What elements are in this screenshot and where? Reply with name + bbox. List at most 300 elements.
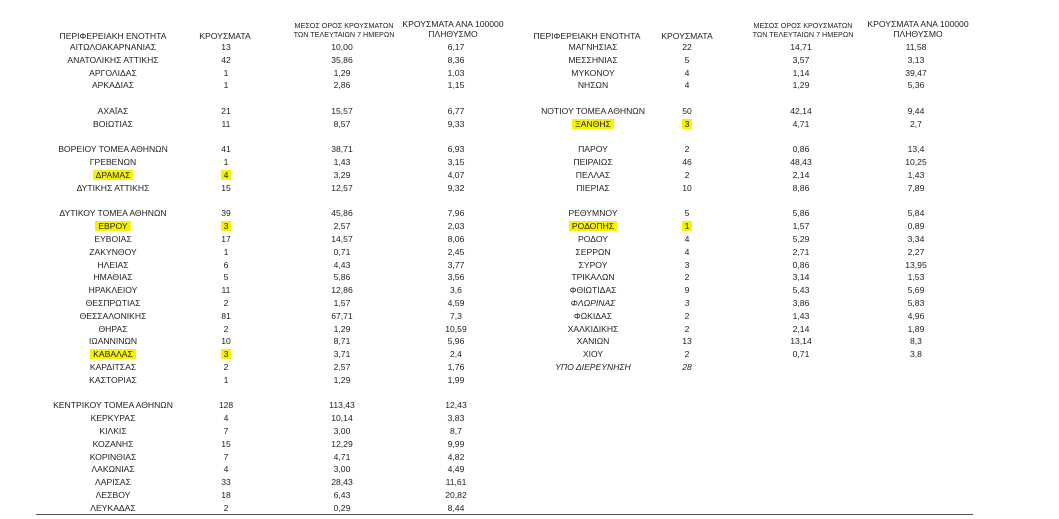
table-cell-avg: [314, 156, 370, 169]
table-cell-per100k: [888, 284, 944, 297]
table-cell-region: [35, 92, 191, 105]
table-cell-cases: [206, 451, 246, 464]
cell-text: 1,53: [907, 272, 925, 283]
cell-text: ΡΕΘΥΜΝΟΥ: [568, 208, 618, 219]
table-cell-cases: [667, 361, 707, 374]
cell-text: ΙΩΑΝΝΙΝΩΝ: [88, 336, 138, 347]
table-cell-per100k: [888, 335, 944, 348]
table-cell-region: [515, 79, 671, 92]
cell-text: ΡΟΔΟΥ: [578, 233, 608, 244]
table-cell-per100k: [428, 399, 484, 412]
cell-text: ΚΕΡΚΥΡΑΣ: [90, 413, 136, 424]
cell-text: 2: [223, 361, 229, 372]
cell-text: ΚΑΣΤΟΡΙΑΣ: [89, 374, 137, 385]
table-cell-region: [35, 438, 191, 451]
table-cell-region: [515, 335, 671, 348]
cell-text: 1,57: [333, 297, 351, 308]
cell-text: 15: [221, 438, 231, 449]
cell-text: 5: [223, 272, 229, 283]
table-cell-cases: [667, 335, 707, 348]
cell-text: ΗΜΑΘΙΑΣ: [93, 272, 133, 283]
table-cell-region: [35, 284, 191, 297]
cell-text: ΥΠΟ ΔΙΕΡΕΥΝΗΣΗ: [555, 361, 631, 372]
header-per100k-line1: ΚΡΟΥΣΜΑΤΑ ΑΝΑ 100000: [402, 19, 504, 29]
table-cell-avg: [314, 348, 370, 361]
table-cell-per100k: [428, 348, 484, 361]
table-cell-per100k: [428, 502, 484, 515]
table-cell-cases: [206, 259, 246, 272]
table-cell-per100k: [428, 489, 484, 502]
table-cell-cases: [206, 310, 246, 323]
table-cell-cases: [206, 489, 246, 502]
table-cell-per100k: [888, 259, 944, 272]
cell-text: 6: [223, 259, 229, 270]
table-cell-cases: [206, 67, 246, 80]
table-cell-per100k: [428, 54, 484, 67]
left-per100k-column: [428, 41, 484, 514]
cell-text: 4: [223, 413, 229, 424]
cell-text: 9,44: [907, 105, 925, 116]
table-cell-region: [515, 297, 671, 310]
table-cell-per100k: [428, 195, 484, 208]
table-cell-cases: [206, 118, 246, 131]
cell-text: ΚΙΛΚΙΣ: [99, 425, 127, 436]
cell-text: 8,06: [447, 233, 465, 244]
table-cell-cases: [667, 169, 707, 182]
table-cell-avg: [314, 451, 370, 464]
cell-text: 1: [223, 67, 229, 78]
table-cell-avg: [314, 374, 370, 387]
header-per100k-line2: ΠΛΗΘΥΣΜΟ: [428, 29, 478, 39]
table-cell-cases: [667, 54, 707, 67]
table-cell-per100k: [888, 361, 944, 374]
table-cell-avg: [314, 361, 370, 374]
table-cell-cases: [667, 67, 707, 80]
cell-text: 10,59: [445, 323, 467, 334]
cell-text: 1,43: [907, 169, 925, 180]
cell-text: 2,57: [333, 361, 351, 372]
cell-text: ΚΕΝΤΡΙΚΟΥ ΤΟΜΕΑ ΑΘΗΝΩΝ: [53, 400, 173, 411]
cell-text: 2: [684, 310, 690, 321]
table-cell-per100k: [428, 207, 484, 220]
table-cell-avg: [773, 131, 829, 144]
cell-text: 5,96: [447, 336, 465, 347]
header-avg7-line1: ΜΕΣΟΣ ΟΡΟΣ ΚΡΟΥΣΜΑΤΩΝ: [753, 21, 853, 30]
table-cell-region: [35, 220, 191, 233]
table-cell-cases: [667, 207, 707, 220]
table-cell-region: [35, 451, 191, 464]
cell-text: 2,27: [907, 246, 925, 257]
table-cell-region: [35, 335, 191, 348]
table-cell-region: [35, 131, 191, 144]
table-cell-region: [35, 143, 191, 156]
cell-text: 3,15: [447, 157, 465, 168]
table-cell-region: [515, 246, 671, 259]
table-cell-avg: [773, 361, 829, 374]
cell-text: 14,57: [331, 233, 353, 244]
table-cell-avg: [773, 207, 829, 220]
table-cell-avg: [773, 41, 829, 54]
cell-text: 3,29: [333, 169, 351, 180]
table-cell-avg: [773, 246, 829, 259]
cell-text: 1,03: [447, 67, 465, 78]
table-cell-avg: [773, 182, 829, 195]
cell-text: 1: [682, 221, 693, 231]
cell-text: 3,83: [447, 413, 465, 424]
cell-text: ΜΑΓΝΗΣΙΑΣ: [568, 42, 618, 52]
table-cell-cases: [206, 233, 246, 246]
cell-text: 6,43: [333, 489, 351, 500]
cell-text: ΕΥΒΟΙΑΣ: [94, 233, 132, 244]
table-cell-cases: [206, 463, 246, 476]
table-cell-region: [35, 323, 191, 336]
table-cell-per100k: [428, 310, 484, 323]
cell-text: 1,43: [792, 310, 810, 321]
cell-text: 0,86: [792, 144, 810, 155]
header-avg7-line2: ΤΩΝ ΤΕΛΕΥΤΑΙΩΝ 7 ΗΜΕΡΩΝ: [752, 30, 854, 39]
left-region-column: [35, 41, 191, 514]
table-cell-cases: [206, 387, 246, 400]
right-region-column: [515, 41, 671, 374]
table-cell-region: [35, 361, 191, 374]
cell-text: 4: [684, 233, 690, 244]
cell-text: 41: [221, 144, 231, 155]
table-cell-per100k: [888, 207, 944, 220]
table-cell-avg: [314, 195, 370, 208]
table-cell-cases: [206, 131, 246, 144]
cell-text: 8,86: [792, 182, 810, 193]
table-cell-cases: [667, 118, 707, 131]
table-cell-per100k: [428, 92, 484, 105]
table-cell-region: [515, 310, 671, 323]
cell-text: 2: [684, 144, 690, 155]
cell-text: 2: [684, 169, 690, 180]
cell-text: ΑΧΑΪΑΣ: [97, 105, 129, 116]
table-cell-cases: [667, 105, 707, 118]
table-cell-region: [515, 131, 671, 144]
table-cell-per100k: [428, 425, 484, 438]
table-cell-avg: [314, 463, 370, 476]
cell-text: 6,77: [447, 105, 465, 116]
cell-text: 2,4: [450, 349, 462, 360]
table-cell-region: [515, 182, 671, 195]
table-cell-per100k: [428, 284, 484, 297]
cell-text: ΚΟΖΑΝΗΣ: [92, 438, 134, 449]
cell-text: 7,89: [907, 182, 925, 193]
cell-text: 3,86: [792, 297, 810, 308]
cell-text: 38,71: [331, 144, 353, 155]
table-cell-avg: [314, 143, 370, 156]
table-cell-cases: [667, 220, 707, 233]
table-cell-cases: [206, 284, 246, 297]
cell-text: 8,44: [447, 502, 465, 513]
cell-text: 3: [221, 221, 232, 231]
table-cell-cases: [667, 92, 707, 105]
table-cell-avg: [314, 323, 370, 336]
table-cell-region: [515, 259, 671, 272]
cell-text: 128: [218, 400, 234, 411]
table-cell-cases: [667, 297, 707, 310]
cell-text: 11: [221, 118, 231, 129]
cell-text: 1: [223, 374, 229, 385]
cell-text: ΛΕΣΒΟΥ: [95, 489, 131, 500]
table-cell-region: [515, 156, 671, 169]
table-cell-region: [35, 476, 191, 489]
cell-text: ΔΥΤΙΚΟΥ ΤΟΜΕΑ ΑΘΗΝΩΝ: [59, 208, 167, 219]
cell-text: 4: [684, 80, 690, 91]
table-cell-cases: [206, 476, 246, 489]
table-cell-cases: [206, 348, 246, 361]
cell-text: 10: [682, 182, 692, 193]
table-cell-avg: [314, 67, 370, 80]
cell-text: 12,86: [331, 285, 353, 296]
cell-text: 9,32: [447, 182, 465, 193]
table-cell-avg: [314, 207, 370, 220]
cell-text: 11,58: [905, 42, 927, 52]
cell-text: 1,99: [447, 374, 465, 385]
cell-text: 2,7: [910, 118, 922, 129]
table-cell-per100k: [428, 271, 484, 284]
table-cell-avg: [314, 233, 370, 246]
table-cell-region: [35, 118, 191, 131]
table-cell-cases: [206, 182, 246, 195]
cell-text: 35,86: [331, 54, 353, 65]
table-cell-avg: [773, 156, 829, 169]
cell-text: 3,77: [447, 259, 465, 270]
table-cell-per100k: [428, 412, 484, 425]
cell-text: 7,96: [447, 208, 465, 219]
table-cell-region: [515, 207, 671, 220]
cell-text: 0,71: [792, 349, 810, 360]
table-cell-region: [35, 310, 191, 323]
table-cell-avg: [314, 387, 370, 400]
cell-text: ΠΙΕΡΙΑΣ: [576, 182, 610, 193]
table-cell-per100k: [428, 182, 484, 195]
table-cell-cases: [206, 92, 246, 105]
table-cell-per100k: [428, 259, 484, 272]
table-cell-avg: [314, 105, 370, 118]
cell-text: 22: [682, 42, 692, 52]
cell-text: 10,00: [331, 42, 353, 52]
right-cases-column: [667, 41, 707, 374]
table-cell-cases: [667, 310, 707, 323]
table-cell-cases: [667, 348, 707, 361]
cell-text: ΚΑΒΑΛΑΣ: [90, 349, 136, 359]
cell-text: ΔΥΤΙΚΗΣ ΑΤΤΙΚΗΣ: [76, 182, 150, 193]
table-cell-avg: [314, 297, 370, 310]
cell-text: ΠΑΡΟΥ: [578, 144, 608, 155]
cell-text: 4: [223, 464, 229, 475]
table-cell-cases: [206, 54, 246, 67]
table-cell-avg: [773, 105, 829, 118]
cell-text: ΦΘΙΩΤΙΔΑΣ: [569, 285, 617, 296]
table-cell-region: [515, 118, 671, 131]
cell-text: 3,34: [907, 233, 925, 244]
cell-text: 1,57: [792, 221, 810, 232]
cell-text: 33: [221, 477, 231, 488]
table-cell-region: [35, 463, 191, 476]
table-cell-region: [515, 348, 671, 361]
cell-text: 0,86: [792, 259, 810, 270]
table-cell-per100k: [888, 118, 944, 131]
table-cell-cases: [667, 79, 707, 92]
cell-text: 8,3: [910, 336, 922, 347]
table-cell-per100k: [428, 143, 484, 156]
cell-text: ΦΩΚΙΔΑΣ: [573, 310, 613, 321]
cell-text: 6,93: [447, 144, 465, 155]
cell-text: 11: [221, 285, 231, 296]
table-cell-per100k: [428, 335, 484, 348]
cell-text: ΣΕΡΡΩΝ: [575, 246, 611, 257]
cell-text: 3,00: [333, 464, 351, 475]
table-cell-region: [35, 399, 191, 412]
cell-text: 1,29: [333, 67, 351, 78]
cell-text: 2: [223, 323, 229, 334]
cell-text: 28,43: [331, 477, 353, 488]
table-cell-avg: [773, 169, 829, 182]
table-cell-avg: [314, 182, 370, 195]
table-cell-cases: [667, 195, 707, 208]
cell-text: 0,29: [333, 502, 351, 513]
table-cell-region: [515, 92, 671, 105]
table-cell-region: [35, 67, 191, 80]
table-cell-cases: [667, 233, 707, 246]
cell-text: 17: [221, 233, 231, 244]
cell-text: 3,56: [447, 272, 465, 283]
table-cell-cases: [206, 412, 246, 425]
table-cell-avg: [773, 92, 829, 105]
table-cell-region: [515, 284, 671, 297]
table-cell-avg: [314, 438, 370, 451]
table-cell-per100k: [888, 92, 944, 105]
cell-text: 39: [221, 208, 231, 219]
cell-text: 6,17: [447, 42, 465, 52]
cell-text: 5,86: [792, 208, 810, 219]
cell-text: 15,57: [331, 105, 353, 116]
table-cell-per100k: [888, 348, 944, 361]
cell-text: 13,4: [907, 144, 925, 155]
table-cell-avg: [773, 67, 829, 80]
cell-text: 2,57: [333, 221, 351, 232]
cell-text: 1: [223, 246, 229, 257]
cell-text: 5,83: [907, 297, 925, 308]
table-cell-region: [35, 348, 191, 361]
table-cell-region: [35, 387, 191, 400]
table-cell-cases: [206, 438, 246, 451]
table-cell-per100k: [428, 118, 484, 131]
cell-text: 14,71: [790, 42, 812, 52]
cell-text: 2,14: [792, 323, 810, 334]
cell-text: ΗΛΕΙΑΣ: [97, 259, 129, 270]
header-per100k-line2: ΠΛΗΘΥΣΜΟ: [893, 29, 943, 39]
cell-text: 4: [221, 170, 232, 180]
table-cell-region: [515, 143, 671, 156]
table-cell-per100k: [428, 246, 484, 259]
cell-text: 1,29: [792, 80, 810, 91]
table-cell-avg: [773, 259, 829, 272]
cell-text: ΒΟΙΩΤΙΑΣ: [93, 118, 133, 129]
table-cell-per100k: [428, 387, 484, 400]
cell-text: 13,14: [790, 336, 812, 347]
cell-text: 3,14: [792, 272, 810, 283]
cell-text: 42: [221, 54, 231, 65]
table-cell-avg: [773, 297, 829, 310]
table-cell-avg: [314, 220, 370, 233]
table-cell-region: [515, 323, 671, 336]
cell-text: ΣΥΡΟΥ: [578, 259, 608, 270]
table-cell-cases: [206, 105, 246, 118]
cell-text: 2: [223, 297, 229, 308]
table-cell-cases: [667, 156, 707, 169]
cell-text: ΤΡΙΚΑΛΩΝ: [571, 272, 615, 283]
cell-text: ΞΑΝΘΗΣ: [572, 119, 614, 129]
table-cell-per100k: [428, 233, 484, 246]
cell-text: 5,86: [333, 272, 351, 283]
cell-text: 2: [684, 323, 690, 334]
cell-text: 3,8: [910, 349, 922, 360]
table-cell-avg: [314, 271, 370, 284]
table-cell-cases: [667, 284, 707, 297]
table-cell-avg: [314, 92, 370, 105]
table-cell-per100k: [428, 297, 484, 310]
table-cell-cases: [667, 182, 707, 195]
table-cell-avg: [314, 54, 370, 67]
cell-text: 4,43: [333, 259, 351, 270]
table-cell-region: [35, 54, 191, 67]
table-cell-avg: [773, 233, 829, 246]
cell-text: 113,43: [329, 400, 355, 411]
cell-text: 7: [223, 451, 229, 462]
table-cell-per100k: [888, 131, 944, 144]
cell-text: ΚΑΡΔΙΤΣΑΣ: [89, 361, 137, 372]
cell-text: 13: [682, 336, 692, 347]
cell-text: 7: [223, 425, 229, 436]
cell-text: 50: [682, 105, 692, 116]
table-cell-region: [515, 220, 671, 233]
table-bottom-rule: [36, 514, 973, 515]
table-cell-per100k: [888, 41, 944, 54]
table-cell-per100k: [888, 246, 944, 259]
cell-text: 12,43: [445, 400, 467, 411]
cell-text: 45,86: [331, 208, 353, 219]
table-cell-region: [515, 233, 671, 246]
cell-text: 3: [682, 119, 693, 129]
table-cell-per100k: [888, 297, 944, 310]
cell-text: 15: [221, 182, 231, 193]
cell-text: 1,14: [792, 67, 810, 78]
table-cell-avg: [314, 79, 370, 92]
cell-text: ΜΕΣΣΗΝΙΑΣ: [568, 54, 618, 65]
cell-text: 4,71: [333, 451, 351, 462]
cell-text: 3: [684, 259, 690, 270]
cell-text: ΠΕΛΛΑΣ: [575, 169, 611, 180]
table-cell-cases: [206, 297, 246, 310]
table-cell-cases: [206, 143, 246, 156]
table-cell-per100k: [428, 374, 484, 387]
cell-text: 10: [221, 336, 231, 347]
table-cell-avg: [773, 220, 829, 233]
table-cell-per100k: [428, 79, 484, 92]
table-cell-cases: [667, 323, 707, 336]
table-cell-cases: [667, 143, 707, 156]
cell-text: ΧΑΛΚΙΔΙΚΗΣ: [567, 323, 619, 334]
left-avg7-column: [314, 41, 370, 514]
cell-text: 12,57: [331, 182, 353, 193]
table-cell-region: [35, 182, 191, 195]
cell-text: 20,82: [445, 489, 467, 500]
table-cell-avg: [773, 284, 829, 297]
cell-text: 1,89: [907, 323, 925, 334]
